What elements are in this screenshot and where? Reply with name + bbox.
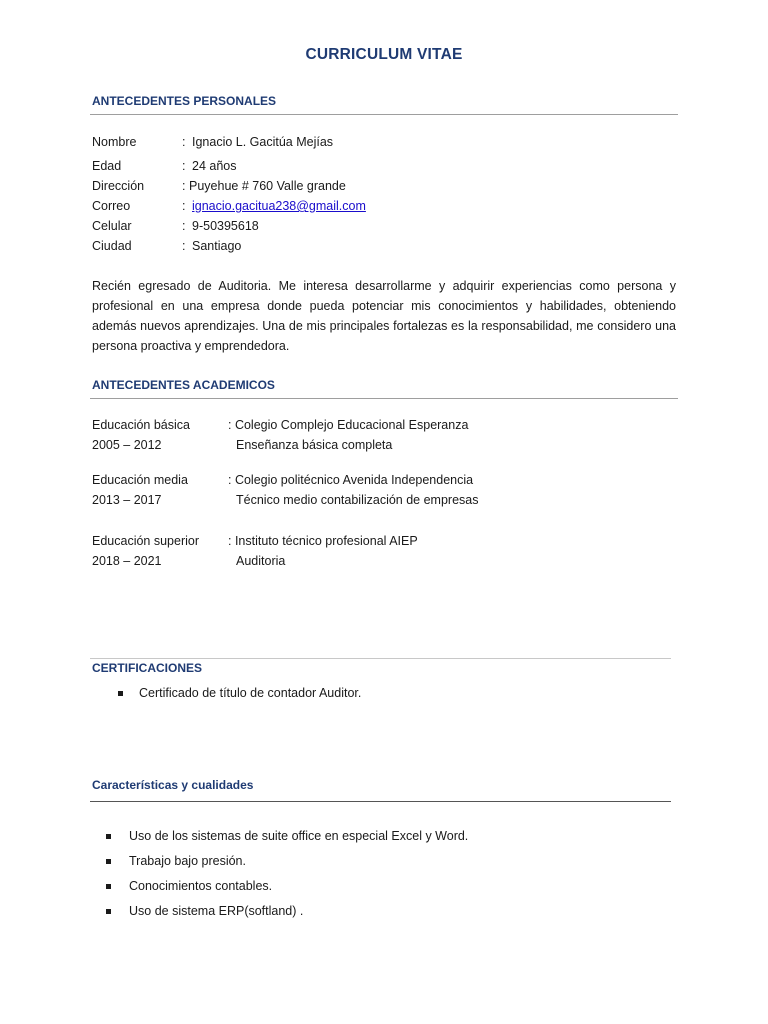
education-detail: Técnico medio contabilización de empresas (236, 493, 479, 507)
list-item-text: Certificado de título de contador Auditor. (139, 686, 362, 700)
bullet-square-icon (118, 691, 123, 696)
qualities-heading: Características y cualidades (92, 778, 254, 792)
field-label: Correo (92, 199, 131, 213)
education-years: 2018 – 2021 (92, 554, 162, 568)
list-item-text: Uso de sistema ERP(softland) . (129, 904, 304, 918)
personal-heading: ANTECEDENTES PERSONALES (92, 94, 277, 108)
field-value: 24 años (192, 159, 237, 173)
field-value: Santiago (192, 239, 242, 253)
field-label: Celular (92, 219, 132, 233)
document-title: CURRICULUM VITAE (305, 46, 463, 63)
list-item-text: Uso de los sistemas de suite office en especial Excel y Word. (129, 829, 469, 843)
profile-summary: Recién egresado de Auditoria. Me interesa desarrollarme y adquirir experiencias como persona y profesional en una empresa donde pueda potenciar mis conocimientos y habilidades, obteniendo además nuevos aprendizajes. Una de mis principales fortalezas es la responsabilidad, me considero una persona proactiva y emprendedora. (92, 279, 676, 353)
field-value: 9-50395618 (192, 219, 259, 233)
certifications-heading: CERTIFICACIONES (92, 661, 203, 675)
education-level: Educación media (92, 473, 188, 487)
qualities-divider (90, 801, 671, 802)
field-value: Puyehue # 760 Valle grande (189, 179, 346, 193)
field-label: Dirección (92, 179, 145, 193)
personal-divider (90, 114, 678, 115)
field-separator: : (182, 135, 186, 149)
education-institution: : Colegio Complejo Educacional Esperanza (228, 418, 469, 432)
field-separator: : (182, 199, 186, 213)
field-label: Nombre (92, 135, 137, 149)
field-correo (92, 199, 366, 214)
education-detail: Auditoria (236, 554, 286, 568)
email-link[interactable]: ignacio.gacitua238@gmail.com (192, 199, 366, 213)
education-years: 2005 – 2012 (92, 438, 162, 452)
field-direccion (92, 179, 346, 194)
field-separator: : (182, 239, 186, 253)
education-level: Educación básica (92, 418, 190, 432)
field-separator: : (182, 159, 186, 173)
academic-divider (90, 398, 678, 399)
list-item-text: Trabajo bajo presión. (129, 854, 246, 868)
field-celular (92, 219, 259, 234)
education-years: 2013 – 2017 (92, 493, 162, 507)
bullet-square-icon (106, 884, 111, 889)
bullet-square-icon (106, 909, 111, 914)
education-institution: : Colegio politécnico Avenida Independencia (228, 473, 474, 487)
field-value: Ignacio L. Gacitúa Mejías (192, 135, 334, 149)
bullet-square-icon (106, 834, 111, 839)
education-detail: Enseñanza básica completa (236, 438, 393, 452)
bullet-square-icon (106, 859, 111, 864)
education-level: Educación superior (92, 534, 200, 548)
academic-heading: ANTECEDENTES ACADEMICOS (92, 378, 275, 392)
list-item-text: Conocimientos contables. (129, 879, 273, 893)
field-nombre (92, 135, 333, 150)
field-label: Edad (92, 159, 122, 173)
field-separator: : (182, 179, 186, 193)
field-edad (92, 159, 236, 174)
education-institution: : Instituto técnico profesional AIEP (228, 534, 418, 548)
field-ciudad (92, 239, 241, 254)
field-label: Ciudad (92, 239, 132, 253)
certifications-divider (90, 658, 671, 659)
field-separator: : (182, 219, 186, 233)
